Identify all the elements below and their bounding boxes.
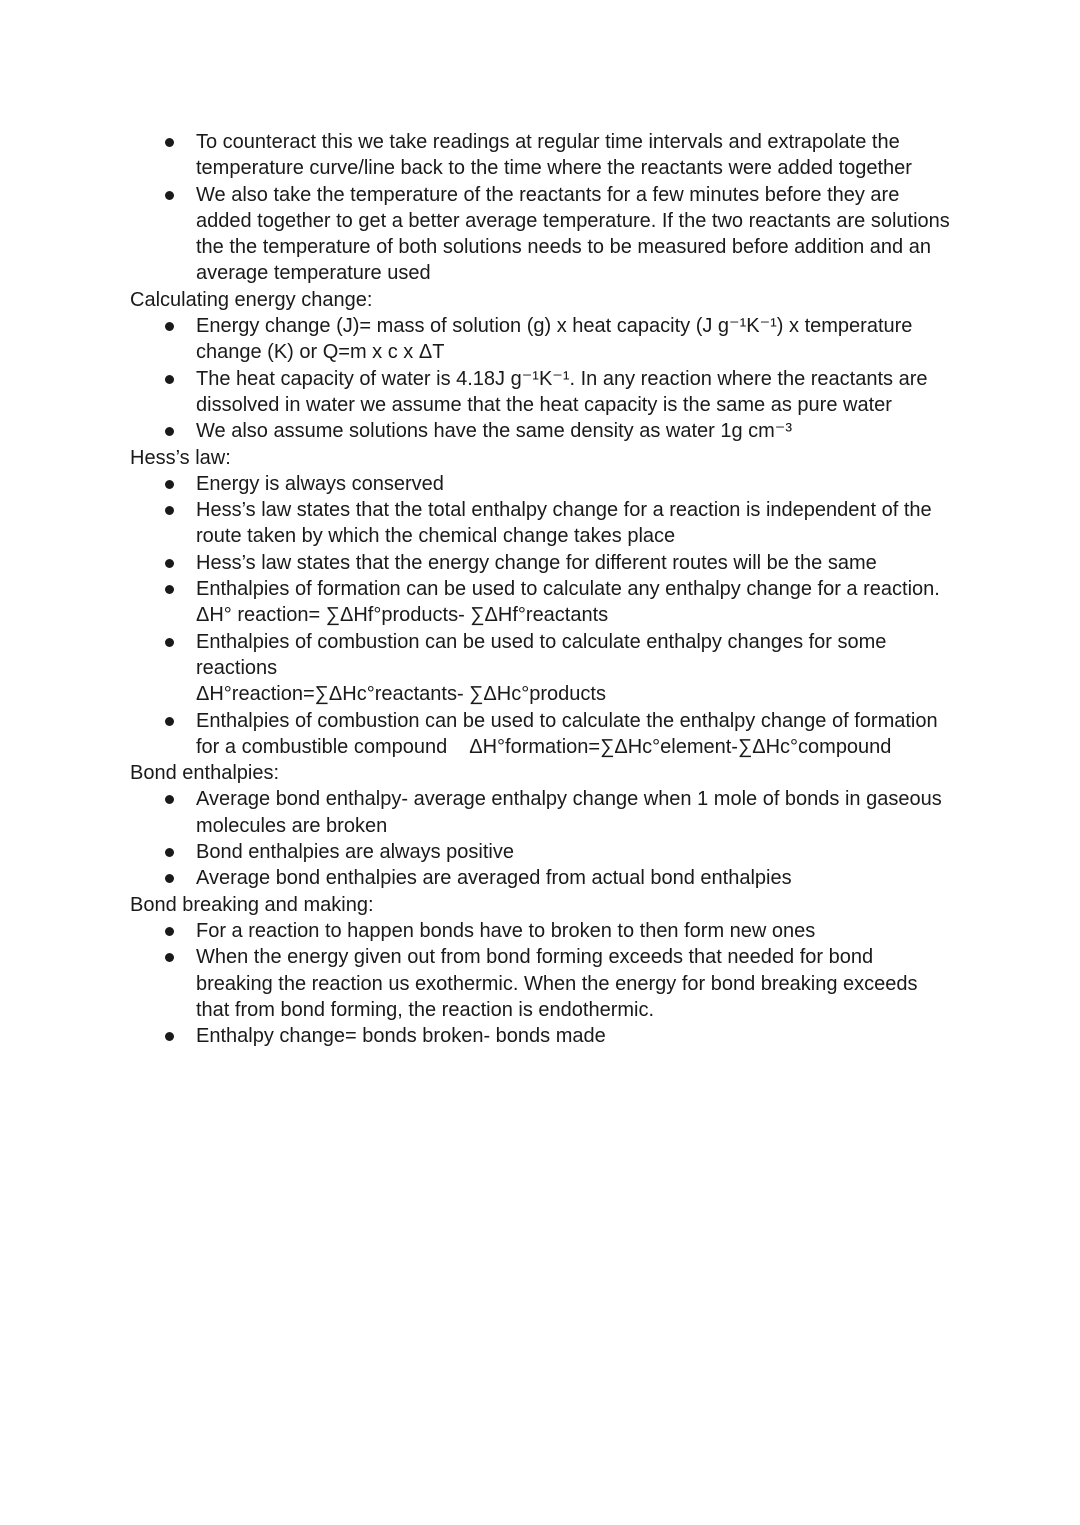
formula-enthalpy-formation: ΔH° reaction= ∑ΔHf°products- ∑ΔHf°reactants — [196, 604, 609, 627]
formula-enthalpy-combustion: ΔH°reaction=∑ΔHc°reactants- ∑ΔHc°products — [196, 683, 606, 706]
bullet-dot-icon — [165, 638, 174, 647]
list-item: Enthalpies of formation can be used to calculate any enthalpy change for a reaction. ΔH° reaction= ∑ΔHf°products- ∑ΔHf°reactants — [196, 576, 960, 629]
bullet-dot-icon — [165, 375, 174, 384]
list-item: Energy is always conserved — [196, 471, 960, 497]
list-item: Average bond enthalpy- average enthalpy change when 1 mole of bonds in gaseous molecules are broken — [196, 786, 960, 839]
bullet-dot-icon — [165, 559, 174, 568]
list-item: Enthalpies of combustion can be used to calculate the enthalpy change of formation for a combustible compound ΔH°formation=∑ΔHc°element-∑ΔHc°compound — [196, 708, 960, 761]
bullet-dot-icon — [165, 138, 174, 147]
list-item: Enthalpies of combustion can be used to calculate enthalpy changes for some reactions ΔH°reaction=∑ΔHc°reactants- ∑ΔHc°products — [196, 629, 960, 708]
bullet-dot-icon — [165, 953, 174, 962]
list-item: Hess’s law states that the total enthalpy change for a reaction is independent of the route taken by which the chemical change takes place — [196, 497, 960, 550]
bullet-list-bond-enthalpies — [130, 786, 960, 891]
list-item: We also take the temperature of the reactants for a few minutes before they are added together to get a better average temperature. If the two reactants are solutions the the temperature of both solutions needs to be measured before addition and an average temperature used — [196, 182, 960, 287]
bullet-dot-icon — [165, 506, 174, 515]
notes-page — [130, 129, 960, 1049]
bullet-dot-icon — [165, 322, 174, 331]
bullet-dot-icon — [165, 795, 174, 804]
bullet-dot-icon — [165, 717, 174, 726]
list-item: We also assume solutions have the same density as water 1g cm⁻³ — [196, 418, 960, 444]
bullet-list-experiment-notes — [130, 129, 960, 287]
bullet-dot-icon — [165, 191, 174, 200]
list-item: Hess’s law states that the energy change for different routes will be the same — [196, 550, 960, 576]
list-item: Average bond enthalpies are averaged from actual bond enthalpies — [196, 865, 960, 891]
list-item: When the energy given out from bond forming exceeds that needed for bond breaking the reaction us exothermic. When the energy for bond breaking exceeds that from bond forming, the reaction is endothermic. — [196, 944, 960, 1023]
bullet-dot-icon — [165, 848, 174, 857]
bullet-list-energy-change — [130, 313, 960, 444]
formula-formation-from-combustion: ΔH°formation=∑ΔHc°element-∑ΔHc°compound — [469, 735, 892, 758]
bullet-dot-icon — [165, 480, 174, 489]
list-item: Bond enthalpies are always positive — [196, 839, 960, 865]
bullet-dot-icon — [165, 927, 174, 936]
bullet-dot-icon — [165, 874, 174, 883]
list-item: To counteract this we take readings at regular time intervals and extrapolate the temperature curve/line back to the time where the reactants were added together — [196, 129, 960, 182]
heading-hess-law: Hess’s law: — [130, 446, 231, 469]
list-item: For a reaction to happen bonds have to broken to then form new ones — [196, 918, 960, 944]
bullet-list-bond-breaking — [130, 918, 960, 1049]
heading-bond-breaking-making: Bond breaking and making: — [130, 893, 374, 916]
list-item: Energy change (J)= mass of solution (g) x heat capacity (J g⁻¹K⁻¹) x temperature change (K) or Q=m x c x ΔT — [196, 313, 960, 366]
heading-calculating-energy-change: Calculating energy change: — [130, 288, 373, 311]
bullet-dot-icon — [165, 427, 174, 436]
list-item: The heat capacity of water is 4.18J g⁻¹K⁻¹. In any reaction where the reactants are dissolved in water we assume that the heat capacity is the same as pure water — [196, 366, 960, 419]
list-item: Enthalpy change= bonds broken- bonds made — [196, 1023, 960, 1049]
bullet-dot-icon — [165, 1032, 174, 1041]
bullet-dot-icon — [165, 585, 174, 594]
heading-bond-enthalpies: Bond enthalpies: — [130, 762, 280, 785]
bullet-list-hess-law — [130, 471, 960, 760]
